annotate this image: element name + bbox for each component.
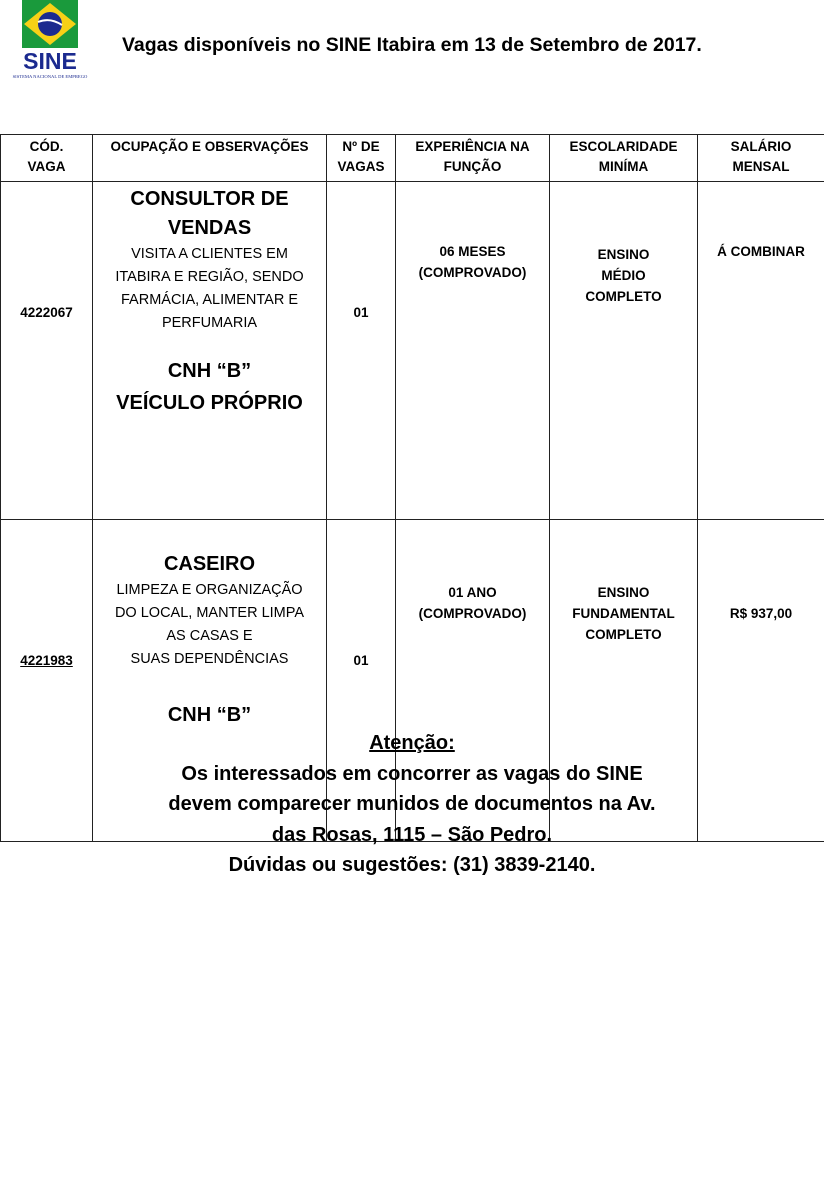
logo-subtitle: SISTEMA NACIONAL DE EMPREGO xyxy=(12,74,88,79)
license-requirement: CNH “B” xyxy=(167,360,252,382)
sine-logo xyxy=(8,0,92,84)
education-cell: ENSINO FUNDAMENTAL COMPLETO xyxy=(550,520,698,842)
notice-contact: Dúvidas ou sugestões: (31) 3839-2140. xyxy=(228,854,596,876)
salary-cell: Á COMBINAR xyxy=(698,182,824,520)
experience-cell: 06 MESES (COMPROVADO) xyxy=(396,182,550,520)
experience-cell: 01 ANO (COMPROVADO) xyxy=(396,520,550,842)
occupation-description: VISITA A CLIENTES EM ITABIRA E REGIÃO, SENDO FARMÁCIA, ALIMENTAR E PERFUMARIA xyxy=(115,246,304,331)
table-header-row xyxy=(1,135,824,182)
brazil-flag-icon xyxy=(8,0,92,52)
occupation-description: LIMPEZA E ORGANIZAÇÃO DO LOCAL, MANTER LIMPA AS CASAS E SUAS DEPENDÊNCIAS xyxy=(114,582,305,667)
occupation-title: CONSULTOR DE xyxy=(130,188,289,210)
column-header-occupation: OCUPAÇÃO E OBSERVAÇÕES xyxy=(93,135,327,182)
vacancies-count: 01 xyxy=(327,182,396,520)
education-cell: ENSINO MÉDIO COMPLETO xyxy=(550,182,698,520)
column-header-code: CÓD. VAGA xyxy=(1,135,93,182)
page-title: Vagas disponíveis no SINE Itabira em 13 de Setembro de 2017. xyxy=(122,34,702,56)
salary-cell: R$ 937,00 xyxy=(698,520,824,842)
table-row xyxy=(1,182,824,520)
occupation-cell xyxy=(93,182,327,520)
notice-line: Os interessados em concorrer as vagas do SINE xyxy=(181,762,643,785)
column-header-vacancies: Nº DE VAGAS xyxy=(327,135,396,182)
license-requirement: CNH “B” xyxy=(167,704,252,726)
job-code: 4222067 xyxy=(1,182,93,520)
occupation-title: CASEIRO xyxy=(163,553,256,575)
column-header-salary: SALÁRIO MENSAL xyxy=(698,135,824,182)
notice-line: devem comparecer munidos de documentos na Av. xyxy=(168,793,656,815)
occupation-title: VENDAS xyxy=(167,217,252,239)
vacancies-count: 01 xyxy=(327,520,396,842)
column-header-education: ESCOLARIDADE MINÍMA xyxy=(550,135,698,182)
job-code: 4221983 xyxy=(1,520,93,842)
vehicle-requirement: VEÍCULO PRÓPRIO xyxy=(116,392,303,414)
notice-line: das Rosas, 1115 – São Pedro. xyxy=(271,823,553,846)
column-header-experience: EXPERIÊNCIA NA FUNÇÃO xyxy=(396,135,550,182)
notice-heading: Atenção: xyxy=(369,732,455,754)
logo-word: SINE xyxy=(23,48,77,74)
notice-block xyxy=(0,728,824,881)
